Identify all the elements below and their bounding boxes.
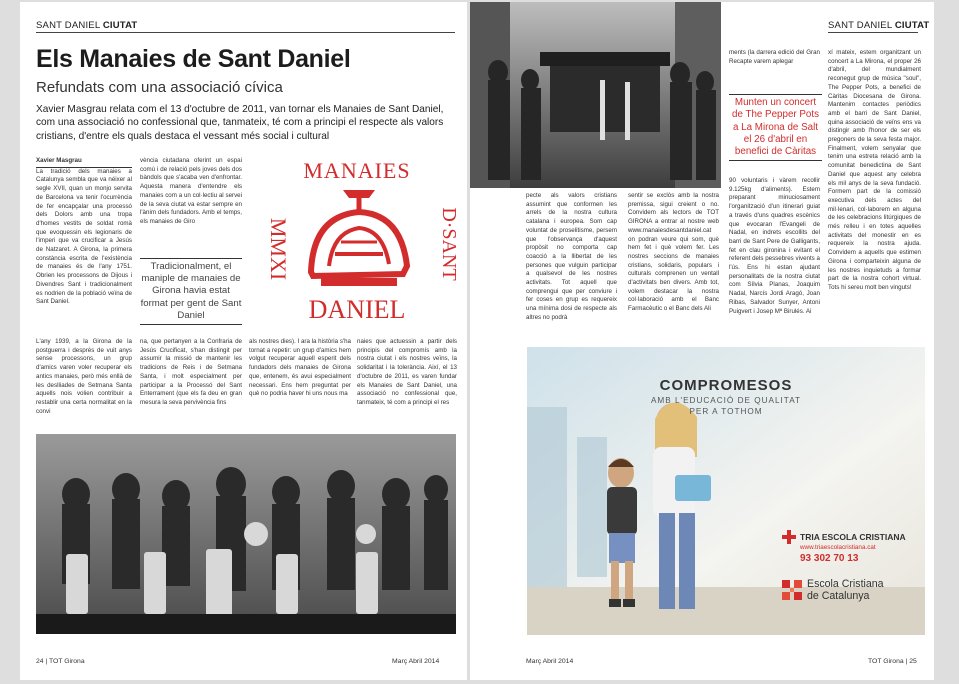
text-column-1: pecte als valors cristians assumint que conformen les arrels de la nostra cultura catalana i europea. Som cap voluntat de proselitisme, persem que l'observança d'aquest propòsit no comporta cap coacció a la llibertat de les persones que vulguin participar a qualsevol de les nostres activitats. Tot aquell que comprengui que per conviure i fer coses en grup es requereix una mínima dosi de respecte als altres no podrà bbox=[526, 192, 617, 321]
left-page bbox=[20, 2, 467, 680]
text-column-4-bottom: naies que actuessin a partir dels principis del compromís amb la nostra ciutat i els nostres veïns, la solidaritat i la tolerància. Així, el 13 d'octubre de 2011, es varen fundar els Manaies de Sant Daniel, una associació no confessional que, tanmateix, té com a principi el res bbox=[357, 338, 457, 406]
ad-brand-line: TRIA ESCOLA CRISTIANA bbox=[800, 532, 906, 542]
ad-tagline: AMB L'EDUCACIÓ DE QUALITAT PER A TOTHOM bbox=[650, 396, 802, 416]
article-title: Els Manaies de Sant Daniel bbox=[36, 45, 351, 73]
right-page bbox=[470, 2, 934, 680]
historical-group-photo bbox=[36, 434, 456, 634]
text-column-2-bottom: na, que pertanyen a la Confraria de Jesús Crucificat, s'han distingit per assumir la missió de mantenir les tradicions de Reis i de Setmana Santa, i molt especialment per participar a la Processó del Sant Enterrament (que els fa deu en gran mesura la seva pervivència fins bbox=[140, 338, 242, 406]
svg-text:DANIEL: DANIEL bbox=[308, 295, 406, 324]
ad-url[interactable]: www.triaescolacristiana.cat bbox=[800, 544, 876, 551]
ad-title: COMPROMESOS bbox=[659, 377, 793, 394]
text-column-3-bottom: als nostres dies). I ara la història s'ha tornat a repetir: un grup d'amics hem volgut recuperar aquell esperit dels fundadors dels manaies de Girona que, entenem, és avui especialment necessari. Ens hem preguntat per què no podria haver hi uns nous ma bbox=[249, 338, 351, 398]
text-column-2: sentir se exclòs amb la nostra premissa, sigui creient o no. Convidem als lectors de TOT GIRONA a entrar al nostre web www.manaiesdesantdaniel.cat on podran veure qui som, què hem fet i què volem fer. Les nostres seccions de manaies cristians, solidaris, populars i culturals comprenen un ventall d'activitats ben divers. Amb tot, volem destacar la nostra col·laboració amb el Banc Farmacèutic o el Banc dels Ali bbox=[628, 192, 719, 313]
text-column-1-top: Xavier Masgrau La tradició dels manaies a Catalunya sembla que va néixer al segle XVII, quan un monjo servita de Barcelona va tenir l'ocurrència de fer encapçalar una processó dels Dolors amb una tropa d'homes vestits de soldat romà que evoquessin els legionaris de l'imperi que va crucificar a Jesús de Natzaret. A Girona, la primera constància escrita de l'existència de manaies és de l'any 1751. Obrien les processons de Dijous i Divendres Sant i tradicionalment es nodrien de la població veïna de Sant Daniel. bbox=[36, 157, 132, 306]
byline: Xavier Masgrau bbox=[36, 157, 132, 168]
header-rule bbox=[828, 32, 918, 33]
ad-school-name: Escola Cristiana de Catalunya bbox=[807, 578, 884, 603]
ad-phone: 93 302 70 13 bbox=[800, 553, 859, 564]
footer-date-right: Març Abril 2014 bbox=[526, 658, 574, 665]
footer-right: TOT Girona | 25 bbox=[868, 658, 917, 665]
footer-date-left: Març Abril 2014 bbox=[392, 658, 440, 665]
manaies-logo-icon bbox=[251, 154, 463, 332]
section-label: SANT DANIEL CIUTAT bbox=[36, 20, 138, 31]
header-rule bbox=[36, 32, 455, 33]
pull-quote: Tradicionalment, el maniple de manaies de Girona havia estat format per gent de Sant Daniel bbox=[140, 256, 242, 327]
text-column-a: 90 voluntaris i vàrem recollir 9.125kg d'aliments). Estem preparant minuciosament l'organització d'un itinerari guiat a través d'uns quadres escènics que evocaran l'Evangeli de Nadal, en indrets escollits del barri de Sant Pere de Galligants, fet en clau gironina i evitant el referent dels pessebres vivents a l'ús. Ens hi estan ajudant personalitats de la nostra ciutat com Sílvia Planas, Joaquim Nadal, Narcís Jordi Aragó, Joan Ribas, Salvador Sunyer, Antoni Puigvert i Josep Mª Birulés. Ai bbox=[729, 177, 820, 315]
red-cross-icon bbox=[782, 530, 796, 544]
procession-photo bbox=[470, 2, 721, 188]
text-column-1-bottom: L'any 1939, a la Girona de la postguerra i després de vuit anys sense processons, un grup d'amics varen voler recuperar els antics manaies, però més enllà de les deslliades de Setmana Santa aquells nois volien contribuir a restablir una certa normalitat en la convi bbox=[36, 338, 132, 415]
text-column-2-top: vència ciutadana oferint un espai comú i de relació pels joves dels dos bàndols que s'acaba ven d'enfrontar. Aquesta manera d'entendre els manaies com a un col·lectiu al servei de la seva ciutat va estar sempre en l'ànim dels fundadors. Amb el temps, els manaies de Giro bbox=[140, 157, 242, 225]
svg-text:MANAIES: MANAIES bbox=[303, 158, 411, 183]
svg-text:MMXI: MMXI bbox=[266, 217, 291, 281]
escola-cristiana-ad bbox=[527, 347, 925, 635]
article-subtitle: Refundats com una associació cívica bbox=[36, 79, 283, 96]
footer-left: 24 | TOT Girona bbox=[36, 658, 85, 665]
red-pull-quote: Munten un concert de The Pepper Pots a La Mirona de Salt el 26 d'abril en benefici de Càritas bbox=[729, 92, 822, 163]
escola-cristiana-logo-icon bbox=[782, 580, 802, 600]
text-column-a-top: ments (la darrera edició del Gran Recapte varem aplegar bbox=[729, 49, 820, 65]
article-lead: Xavier Masgrau relata com el 13 d'octubre de 2011, van tornar els Manaies de Sant Daniel, com una associació no confessional que, tanmateix, té com a principi el respecte als valors cristians, d'entre els quals destaca el vessant més social i cultural bbox=[36, 104, 444, 142]
ad-brand-block bbox=[782, 530, 922, 603]
svg-text:D·SANT: D·SANT bbox=[438, 207, 460, 281]
manaies-logo bbox=[251, 154, 463, 332]
text-column-b: xí mateix, estem organitzant un concert a La Mirona, el proper 26 d'abril, del mundialment reconegut grup de música "soul", The Pepper Pots, a benefici de Càritas Diocesana de Girona. Mantenim contactes periòdics amb el barri de Sant Daniel, quina associació de veïns ens va distingir amb l'honor de ser els pregoners de la seva festa major. Finalment, volem senyalar que tenim una estreta relació amb la comunitat benedictina de Sant Daniel que aquest any celebra els mil anys de la seva fundació. Formem part de la comissió executiva dels actes del mil·lenari, col·laborem en alguna de les celebracions litúrgiques de més relleu i en totes aquelles activitats del monestir en es requereix la nostra ajuda. Convidem a aquells que estimen Girona i comparteixin alguna de les nostres inquietuds a formar part de la nostra cohort virtual. Tots hi sereu molt ben vinguts! bbox=[828, 49, 921, 291]
section-label: SANT DANIEL CIUTAT bbox=[828, 20, 930, 31]
